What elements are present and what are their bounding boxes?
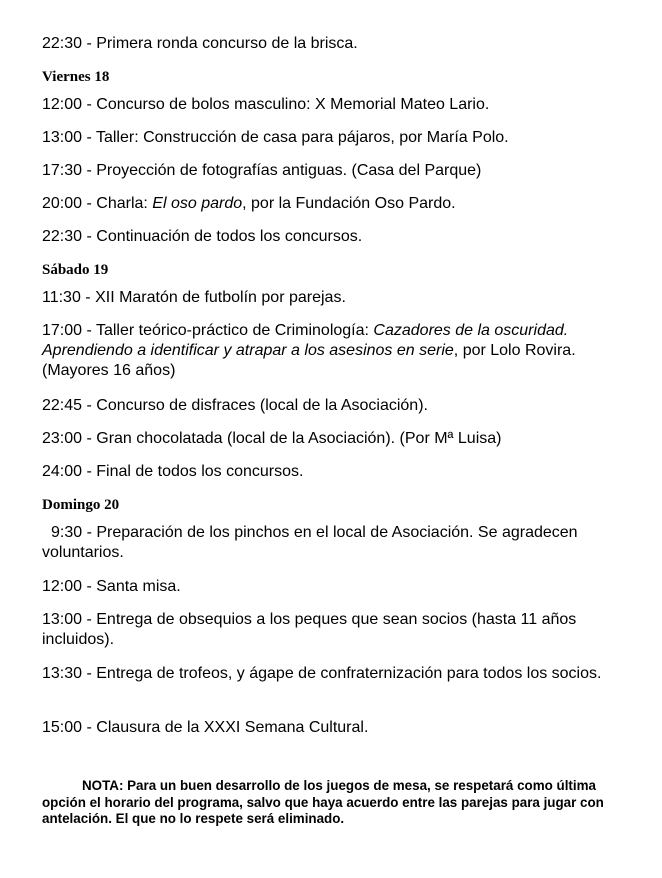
event-text: 17:00 - Taller teórico-práctico de Criminología: bbox=[42, 322, 374, 339]
event-item bbox=[42, 321, 622, 381]
event-item: 13:30 - Entrega de trofeos, y ágape de confraternización para todos los socios. bbox=[42, 665, 602, 682]
event-text: , por Lolo Rovira. (Mayores 16 años) bbox=[42, 342, 576, 379]
event-item: 24:00 - Final de todos los concursos. bbox=[42, 463, 304, 480]
event-item: 22:45 - Concurso de disfraces (local de la Asociación). bbox=[42, 397, 428, 414]
event-item: 11:30 - XII Maratón de futbolín por parejas. bbox=[42, 289, 346, 306]
event-text: , por la Fundación Oso Pardo. bbox=[242, 195, 456, 212]
event-item: 22:30 - Primera ronda concurso de la brisca. bbox=[42, 35, 358, 52]
event-item: 23:00 - Gran chocolatada (local de la Asociación). (Por Mª Luisa) bbox=[42, 430, 502, 447]
event-title-italic: El oso pardo bbox=[152, 195, 243, 212]
event-item: 17:30 - Proyección de fotografías antiguas. (Casa del Parque) bbox=[42, 162, 482, 179]
event-text: 20:00 - Charla: bbox=[42, 195, 153, 212]
day-heading-sabado: Sábado 19 bbox=[42, 262, 109, 278]
day-heading-domingo: Domingo 20 bbox=[42, 497, 120, 513]
event-item: 13:00 - Entrega de obsequios a los peques que sean socios (hasta 11 años incluidos). bbox=[42, 611, 577, 648]
event-item bbox=[42, 194, 622, 214]
event-item: 13:00 - Taller: Construcción de casa para pájaros, por María Polo. bbox=[42, 129, 509, 146]
event-item: 22:30 - Continuación de todos los concursos. bbox=[42, 228, 363, 245]
event-item: 15:00 - Clausura de la XXXI Semana Cultural. bbox=[42, 719, 369, 736]
event-title-italic: Cazadores de la oscuridad. Aprendiendo a identificar y atrapar a los asesinos en serie bbox=[42, 322, 569, 359]
event-item: 9:30 - Preparación de los pinchos en el local de Asociación. Se agradecen voluntarios. bbox=[42, 524, 578, 561]
event-item: 12:00 - Santa misa. bbox=[42, 578, 181, 595]
event-item: 12:00 - Concurso de bolos masculino: X Memorial Mateo Lario. bbox=[42, 96, 490, 113]
note-paragraph: NOTA: Para un buen desarrollo de los juegos de mesa, se respetará como última opción el horario del programa, salvo que haya acuerdo entre las parejas para jugar con antelación. El que no lo respete será eliminado. bbox=[42, 778, 604, 826]
day-heading-viernes: Viernes 18 bbox=[42, 69, 110, 85]
